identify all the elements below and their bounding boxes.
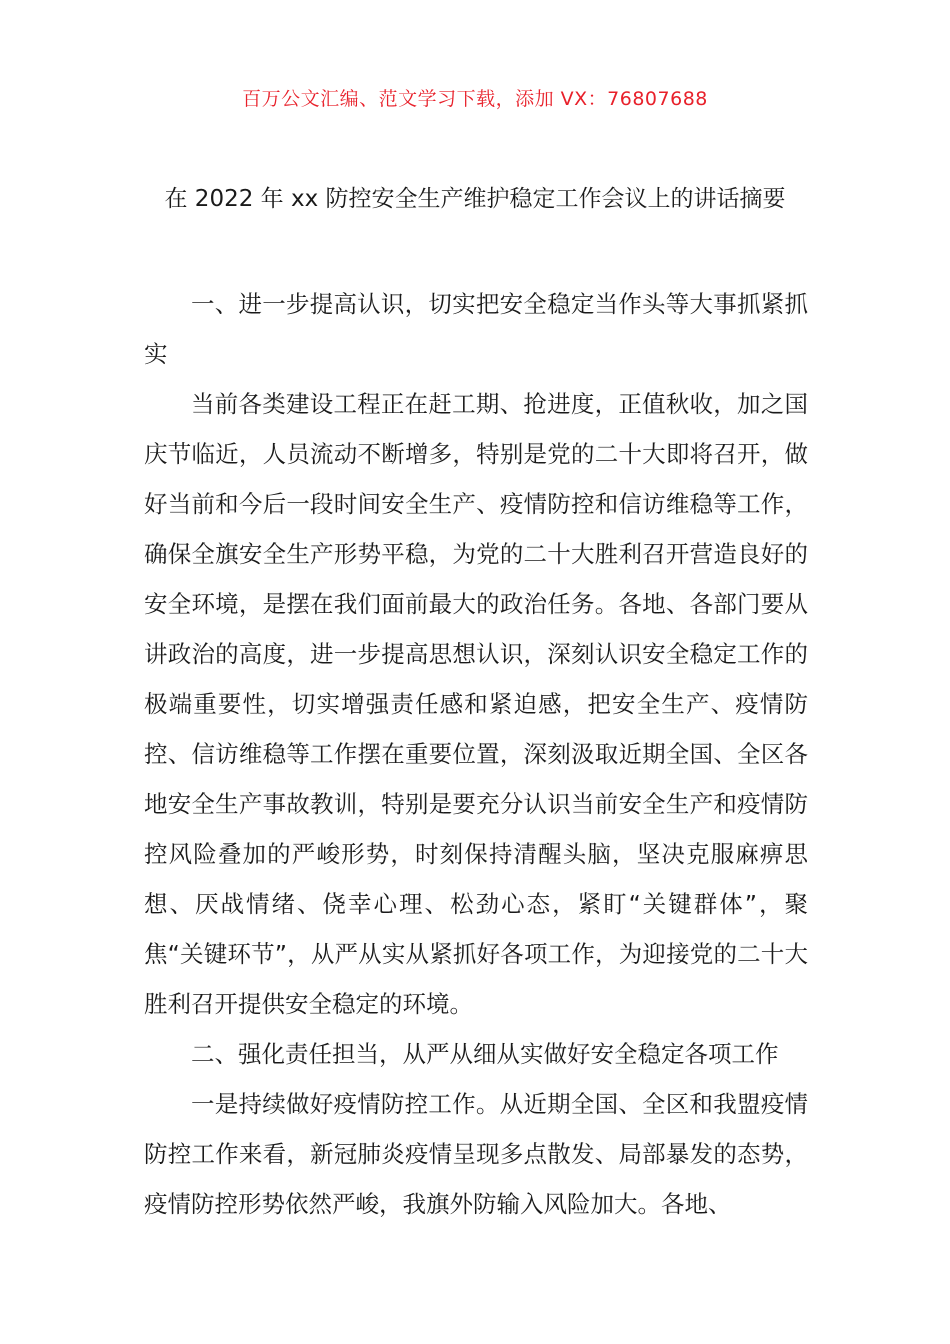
- body-paragraph-2: 一是持续做好疫情防控工作。从近期全国、全区和我盟疫情防控工作来看，新冠肺炎疫情呈现多点散发、局部暴发的态势，疫情防控形势依然严峻，我旗外防输入风险加大。各地、: [144, 1090, 808, 1218]
- section-heading-1: 一、进一步提高认识，切实把安全稳定当作头等大事抓紧抓实: [144, 290, 808, 368]
- page-title: 在 2022 年 xx 防控安全生产维护稳定工作会议上的讲话摘要: [164, 186, 786, 212]
- document-body: [144, 279, 808, 1229]
- section-heading-2: 二、强化责任担当，从严从细从实做好安全稳定各项工作: [191, 1040, 779, 1068]
- body-paragraph-1: 当前各类建设工程正在赶工期、抢进度，正值秋收，加之国庆节临近，人员流动不断增多，特别是党的二十大即将召开，做好当前和今后一段时间安全生产、疫情防控和信访维稳等工作，确保全旗安全生产形势平稳，为党的二十大胜利召开营造良好的安全环境，是摆在我们面前最大的政治任务。各地、各部门要从讲政治的高度，进一步提高思想认识，深刻认识安全稳定工作的极端重要性，切实增强责任感和紧迫感，把安全生产、疫情防控、信访维稳等工作摆在重要位置，深刻汲取近期全国、全区各地安全生产事故教训，特别是要充分认识当前安全生产和疫情防控风险叠加的严峻形势，时刻保持清醒头脑，坚决克服麻痹思想、厌战情绪、侥幸心理、松劲心态，紧盯“关键群体”，聚焦“关键环节”，从严从实从紧抓好各项工作，为迎接党的二十大胜利召开提供安全稳定的环境。: [144, 390, 808, 1018]
- header-watermark-note: 百万公文汇编、范文学习下载，添加 VX：76807688: [242, 88, 708, 110]
